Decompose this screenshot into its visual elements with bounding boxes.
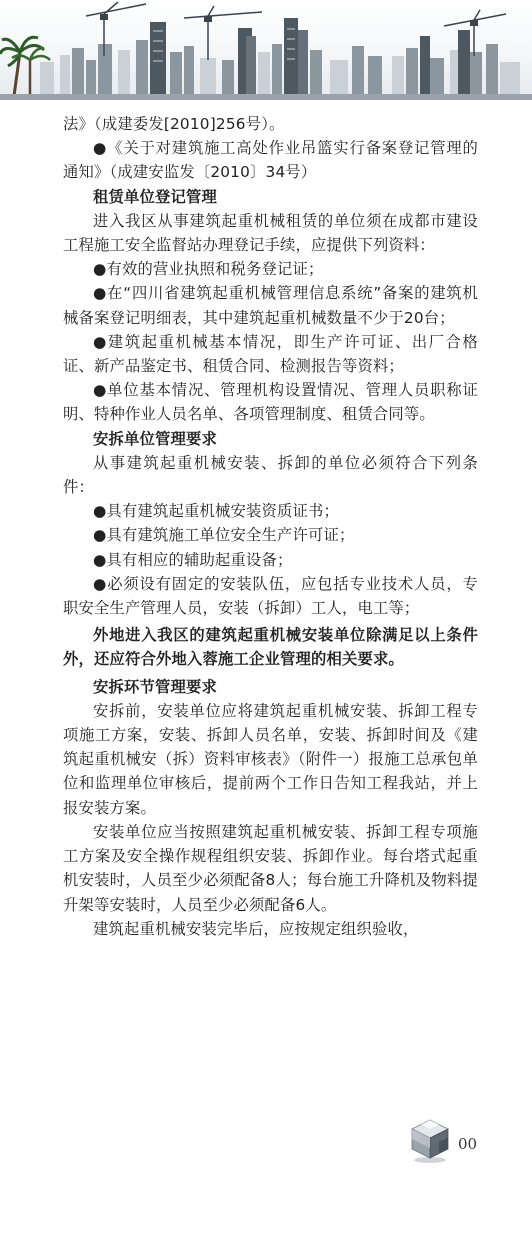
- paragraph: 进入我区从事建筑起重机械租赁的单位须在成都市建设工程施工安全监督站办理登记手续，应提供下列资料：: [63, 211, 478, 255]
- paragraph-continuation: 法》（成建委发[2010]256号）。: [63, 115, 285, 133]
- city-skyline-icon: [0, 0, 532, 100]
- header-banner: [0, 0, 532, 100]
- bullet-item: ●《关于对建筑施工高处作业吊篮实行备案登记管理的通知》（成建安监发〔2010〕34号）: [63, 139, 478, 182]
- section-heading-installer: 安拆单位管理要求: [93, 429, 217, 448]
- paragraph: 从事建筑起重机械安装、拆卸的单位必须符合下列条件：: [63, 453, 478, 497]
- bullet-item: ●单位基本情况、管理机构设置情况、管理人员职称证明、特种作业人员名单、各项管理制度、租赁合同等。: [63, 381, 478, 424]
- paragraph: 安装单位应当按照建筑起重机械安装、拆卸工程专项施工方案及安全操作规程组织安装、拆卸作业。每台塔式起重机安装时，人员至少必须配备8人；每台施工升降机及物料提升架等安装时，人员至少必须配备6人。: [63, 822, 478, 914]
- bullet-item: ●必须设有固定的安装队伍，应包括专业技术人员，专职安全生产管理人员，安装（拆卸）工人，电工等；: [63, 574, 478, 618]
- cube-logo-icon: [408, 1116, 452, 1164]
- paragraph: 安拆前，安装单位应将建筑起重机械安装、拆卸工程专项施工方案，安装、拆卸人员名单，安装、拆卸时间及《建筑起重机械安（拆）资料审核表》（附件一）报施工总承包单位和监理单位审核后，提前两个工作日告知工程我站，并上报安装方案。: [63, 701, 478, 817]
- bold-paragraph: 外地进入我区的建筑起重机械安装单位除满足以上条件外，还应符合外地入蓉施工企业管理的相关要求。: [63, 626, 478, 669]
- bullet-item: ●在“四川省建筑起重机械管理信息系统”备案的建筑机械备案登记明细表，其中建筑起重机械数量不少于20台；: [63, 284, 478, 327]
- bullet-item: ●具有建筑施工单位安全生产许可证；: [93, 526, 355, 545]
- page-number: 00: [458, 1135, 478, 1153]
- bullet-item: ●具有相应的辅助起重设备；: [93, 550, 293, 569]
- bullet-item: ●建筑起重机械基本情况，即生产许可证、出厂合格证、新产品鉴定书、租赁合同、检测报告等资料；: [63, 332, 478, 376]
- bullet-item: ●具有建筑起重机械安装资质证书；: [93, 502, 340, 521]
- page-footer: [408, 1110, 518, 1170]
- section-heading-process: 安拆环节管理要求: [93, 677, 217, 696]
- paragraph: 建筑起重机械安装完毕后，应按规定组织验收，: [93, 919, 419, 938]
- bullet-item: ●有效的营业执照和税务登记证；: [93, 260, 324, 279]
- section-heading-rental: 租赁单位登记管理: [93, 187, 217, 206]
- body-text: [0, 112, 532, 941]
